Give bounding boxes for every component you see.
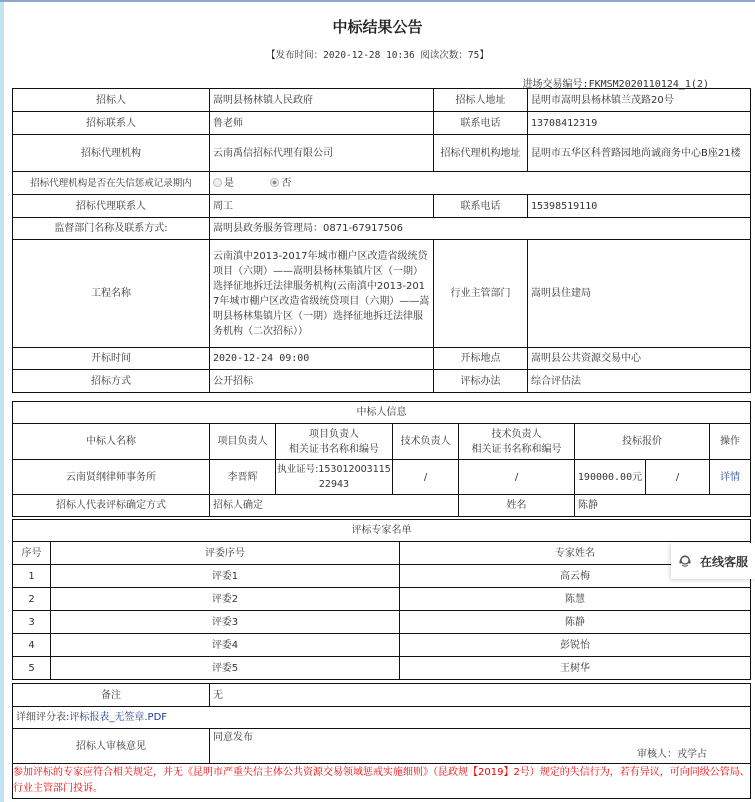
expert-row	[13, 588, 751, 611]
row-supervisor	[13, 218, 751, 240]
score-row	[13, 707, 751, 729]
col-tech: 技术负责人	[393, 424, 459, 460]
reviewer: 审核人：戎学占	[637, 749, 707, 760]
score-label: 详细评分表:	[16, 712, 70, 723]
dishonest-options	[210, 172, 751, 195]
row-tenderer	[13, 89, 751, 112]
row-open	[13, 348, 751, 370]
col-no: 序号	[13, 542, 51, 565]
rep-row	[13, 495, 751, 517]
rep-label: 招标人代表评标确定方式	[13, 495, 210, 517]
industry-dept-value: 嵩明县住建局	[528, 240, 751, 348]
review-label: 招标人审核意见	[13, 729, 210, 764]
expert-name: 陈静	[400, 611, 751, 634]
winner-tech: /	[393, 460, 459, 495]
online-service-label: 在线客服	[700, 554, 749, 569]
col-pm: 项目负责人	[210, 424, 276, 460]
expert-row	[13, 565, 751, 588]
tenderer-label: 招标人	[13, 89, 210, 112]
page-title: 中标结果公告	[332, 18, 423, 36]
experts-table	[12, 519, 751, 680]
open-time-value: 2020-12-24 09:00	[210, 348, 434, 370]
expert-no: 4	[13, 634, 51, 657]
dishonest-label: 招标代理机构是否在失信惩戒记录期内	[13, 172, 210, 195]
expert-seat: 评委3	[51, 611, 400, 634]
experts-header-row	[13, 542, 751, 565]
row-contact	[13, 112, 751, 135]
winner-section-title: 中标人信息	[13, 402, 751, 424]
row-agency	[13, 135, 751, 172]
col-seat: 评委序号	[51, 542, 400, 565]
expert-row	[13, 657, 751, 680]
winner-pm-cert: 执业证号:15301200311522943	[276, 460, 393, 495]
agency-addr-label: 招标代理机构地址	[434, 135, 528, 172]
review-opinion: 同意发布	[213, 732, 253, 743]
radio-yes-icon[interactable]	[213, 178, 222, 187]
footer-table	[12, 683, 751, 799]
agency-contact-label: 招标代理联系人	[13, 195, 210, 218]
expert-no: 2	[13, 588, 51, 611]
eval-method-label: 评标办法	[434, 370, 528, 393]
radio-no-selected-icon[interactable]	[270, 178, 279, 187]
open-place-label: 开标地点	[434, 348, 528, 370]
col-expert-name: 专家姓名	[400, 542, 751, 565]
remark-value: 无	[210, 684, 751, 707]
contact-label: 招标联系人	[13, 112, 210, 135]
rep-name: 陈静	[575, 495, 751, 517]
score-file-link[interactable]: 评标报表_无签章.PDF	[69, 712, 168, 723]
expert-no: 5	[13, 657, 51, 680]
col-price: 投标报价	[575, 424, 710, 460]
expert-name: 陈慧	[400, 588, 751, 611]
review-cell	[210, 729, 751, 764]
review-row	[13, 729, 751, 764]
supervisor-value: 嵩明县政务服务管理局：0871-67917506	[210, 218, 751, 240]
rep-name-label: 姓名	[459, 495, 575, 517]
winner-pm: 李晋辉	[210, 460, 276, 495]
agency-contact-value: 周工	[210, 195, 434, 218]
winner-tech-cert: /	[459, 460, 575, 495]
dishonest-no-option[interactable]	[270, 178, 291, 189]
winner-row	[13, 460, 751, 495]
dishonest-yes-option[interactable]	[213, 178, 234, 189]
expert-seat: 评委4	[51, 634, 400, 657]
trade-code: 进场交易编号:FKMSM2020110124_1(2)	[522, 79, 709, 90]
notice-text: 参加评标的专家应符合相关规定，并无《昆明市严重失信主体公共资源交易领域惩戒实施细则》（昆政规【2019】2号）规定的失信行为，若有异议，可向同级公管局、行业主管部门投诉。	[13, 764, 751, 799]
row-agency-contact	[13, 195, 751, 218]
experts-section-header	[13, 520, 751, 542]
left-frame-bar	[0, 2, 4, 802]
winner-table	[12, 401, 751, 517]
dishonest-yes-label: 是	[224, 177, 234, 189]
expert-row	[13, 611, 751, 634]
basic-info-table	[12, 88, 751, 393]
eval-method-value: 综合评估法	[528, 370, 751, 393]
agency-label: 招标代理机构	[13, 135, 210, 172]
winner-price: 190000.00元	[575, 460, 646, 495]
dishonest-no-label: 否	[281, 177, 292, 189]
expert-row	[13, 634, 751, 657]
open-time-label: 开标时间	[13, 348, 210, 370]
expert-name: 王树华	[400, 657, 751, 680]
row-project	[13, 240, 751, 348]
phone-value: 13708412319	[528, 112, 751, 135]
tenderer-addr-value: 昆明市嵩明县杨林镇兰茂路20号	[528, 89, 751, 112]
agency-addr-value: 昆明市五华区科普路园地尚诚商务中心B座21楼	[528, 135, 751, 172]
agency-value: 云南禹信招标代理有限公司	[210, 135, 434, 172]
winner-section-header	[13, 402, 751, 424]
winner-price-extra: /	[646, 460, 710, 495]
row-method	[13, 370, 751, 393]
expert-no: 3	[13, 611, 51, 634]
remark-row	[13, 684, 751, 707]
tenderer-value: 嵩明县杨林镇人民政府	[210, 89, 434, 112]
publish-info: 【发布时间：2020-12-28 10:36 阅读次数：75】	[266, 50, 489, 61]
expert-seat: 评委5	[51, 657, 400, 680]
expert-seat: 评委1	[51, 565, 400, 588]
agency-phone-label: 联系电话	[434, 195, 528, 218]
remark-label: 备注	[13, 684, 210, 707]
expert-seat: 评委2	[51, 588, 400, 611]
project-label: 工程名称	[13, 240, 210, 348]
headset-icon	[678, 554, 692, 568]
method-label: 招标方式	[13, 370, 210, 393]
expert-name: 高云梅	[400, 565, 751, 588]
open-place-value: 嵩明县公共资源交易中心	[528, 348, 751, 370]
winner-detail-link[interactable]: 详情	[710, 460, 751, 495]
notice-row	[13, 764, 751, 799]
expert-no: 1	[13, 565, 51, 588]
supervisor-label: 监督部门名称及联系方式:	[13, 218, 210, 240]
method-value: 公开招标	[210, 370, 434, 393]
col-winner-name: 中标人名称	[13, 424, 210, 460]
contact-value: 鲁老师	[210, 112, 434, 135]
industry-dept-label: 行业主管部门	[434, 240, 528, 348]
score-cell	[13, 707, 751, 729]
experts-section-title: 评标专家名单	[13, 520, 751, 542]
agency-phone-value: 15398519110	[528, 195, 751, 218]
project-value: 云南滇中2013-2017年城市棚户区改造省级统贷项目（六期）——嵩明县杨林集镇片区（一期）选择征地拆迁法律服务机构(云南滇中2013-2017年城市棚户区改造省级统贷项目（六期）——嵩明县杨林集镇片区（一期）选择征地拆迁法律服务机构（二次招标））	[210, 240, 434, 348]
winner-header-row	[13, 424, 751, 460]
expert-name: 彭锐怡	[400, 634, 751, 657]
phone-label: 联系电话	[434, 112, 528, 135]
col-tech-cert: 技术负责人 相关证书名称和编号	[459, 424, 575, 460]
tenderer-addr-label: 招标人地址	[434, 89, 528, 112]
online-service-widget[interactable]	[671, 543, 755, 579]
row-dishonest	[13, 172, 751, 195]
rep-method: 招标人确定	[210, 495, 459, 517]
window-top-border	[0, 0, 755, 2]
col-pm-cert: 项目负责人 相关证书名称和编号	[276, 424, 393, 460]
col-action: 操作	[710, 424, 751, 460]
winner-name: 云南贤纲律师事务所	[13, 460, 210, 495]
